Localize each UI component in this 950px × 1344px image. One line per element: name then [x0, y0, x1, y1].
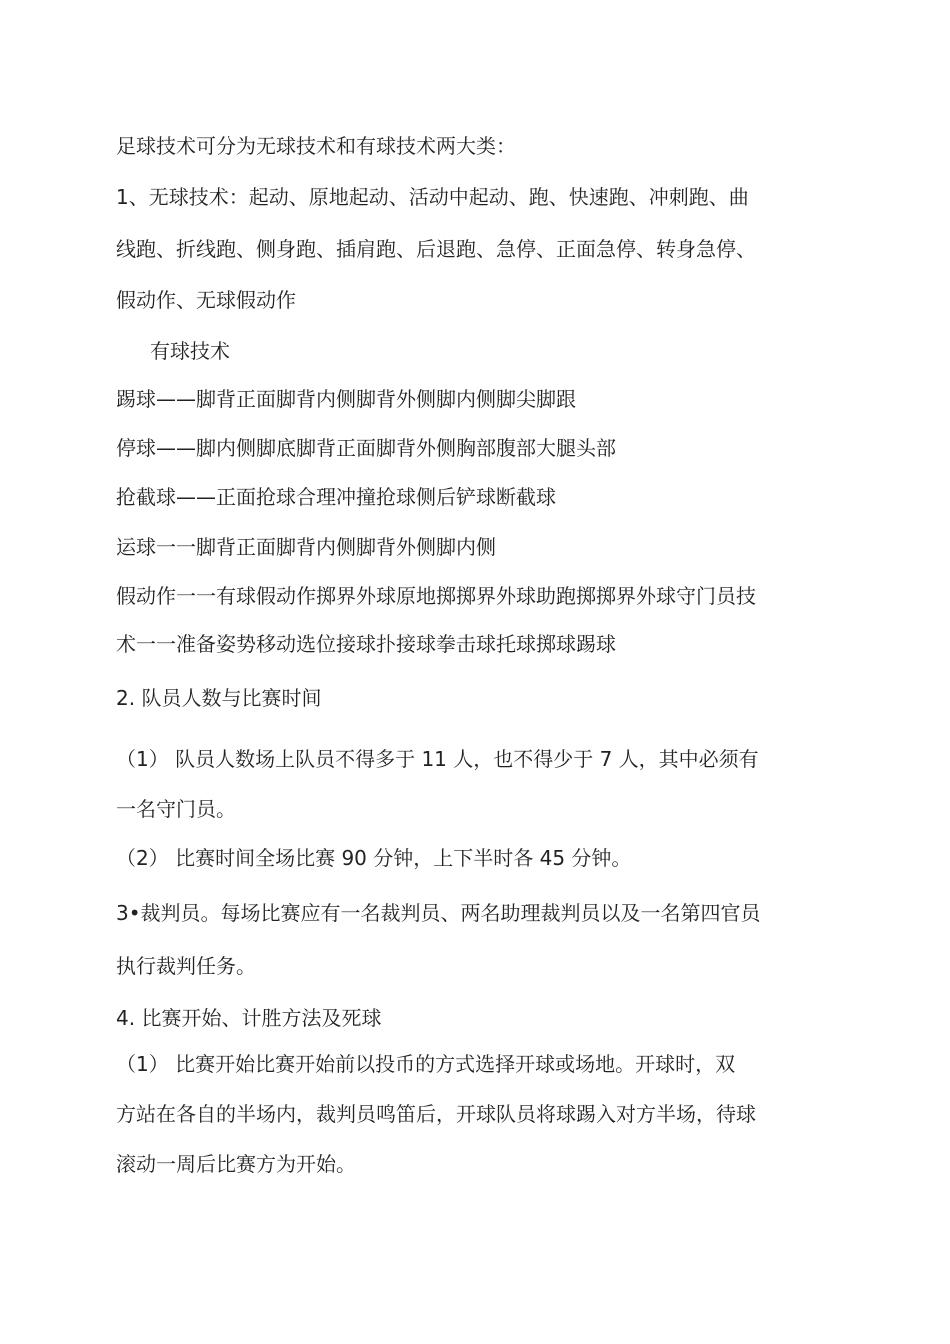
section-2-item-1-line-2: 一名守门员。: [116, 797, 236, 821]
section-1-line-1: 1、无球技术：起动、原地起动、活动中起动、跑、快速跑、冲刺跑、曲: [116, 185, 749, 209]
section-4-item-1-line-2: 方站在各自的半场内，裁判员鸣笛后，开球队员将球踢入对方半场，待球: [116, 1102, 756, 1126]
section-3-line-1: 3•裁判员。每场比赛应有一名裁判员、两名助理裁判员以及一名第四官员: [116, 901, 761, 925]
section-2-heading: 2. 队员人数与比赛时间: [116, 686, 322, 710]
section-1-line-3: 假动作、无球假动作: [116, 288, 296, 312]
section-2-item-2: （2） 比赛时间全场比赛 90 分钟，上下半时各 45 分钟。: [116, 846, 632, 870]
section-2-item-1-line-1: （1） 队员人数场上队员不得多于 11 人，也不得少于 7 人，其中必须有: [116, 747, 759, 771]
feint-line-2: 术一一准备姿势移动选位接球扑接球拳击球托球掷球踢球: [116, 632, 616, 656]
intro-line: 足球技术可分为无球技术和有球技术两大类：: [116, 134, 516, 158]
section-4-item-1-line-3: 滚动一周后比赛方为开始。: [116, 1152, 356, 1176]
kicking-line: 踢球——脚背正面脚背内侧脚背外侧脚内侧脚尖脚跟: [116, 387, 576, 411]
section-4-heading: 4. 比赛开始、计胜方法及死球: [116, 1006, 382, 1030]
dribbling-line: 运球一一脚背正面脚背内侧脚背外侧脚内侧: [116, 535, 496, 559]
section-4-item-1-line-1: （1） 比赛开始比赛开始前以投币的方式选择开球或场地。开球时，双: [116, 1052, 736, 1076]
tackling-line: 抢截球——正面抢球合理冲撞抢球侧后铲球断截球: [116, 485, 556, 509]
trapping-line: 停球——脚内侧脚底脚背正面脚背外侧胸部腹部大腿头部: [116, 436, 616, 460]
ball-technique-heading: 有球技术: [150, 339, 230, 363]
feint-line-1: 假动作一一有球假动作掷界外球原地掷掷界外球助跑掷掷界外球守门员技: [116, 584, 756, 608]
section-3-line-2: 执行裁判任务。: [116, 954, 256, 978]
section-1-line-2: 线跑、折线跑、侧身跑、插肩跑、后退跑、急停、正面急停、转身急停、: [116, 237, 756, 261]
